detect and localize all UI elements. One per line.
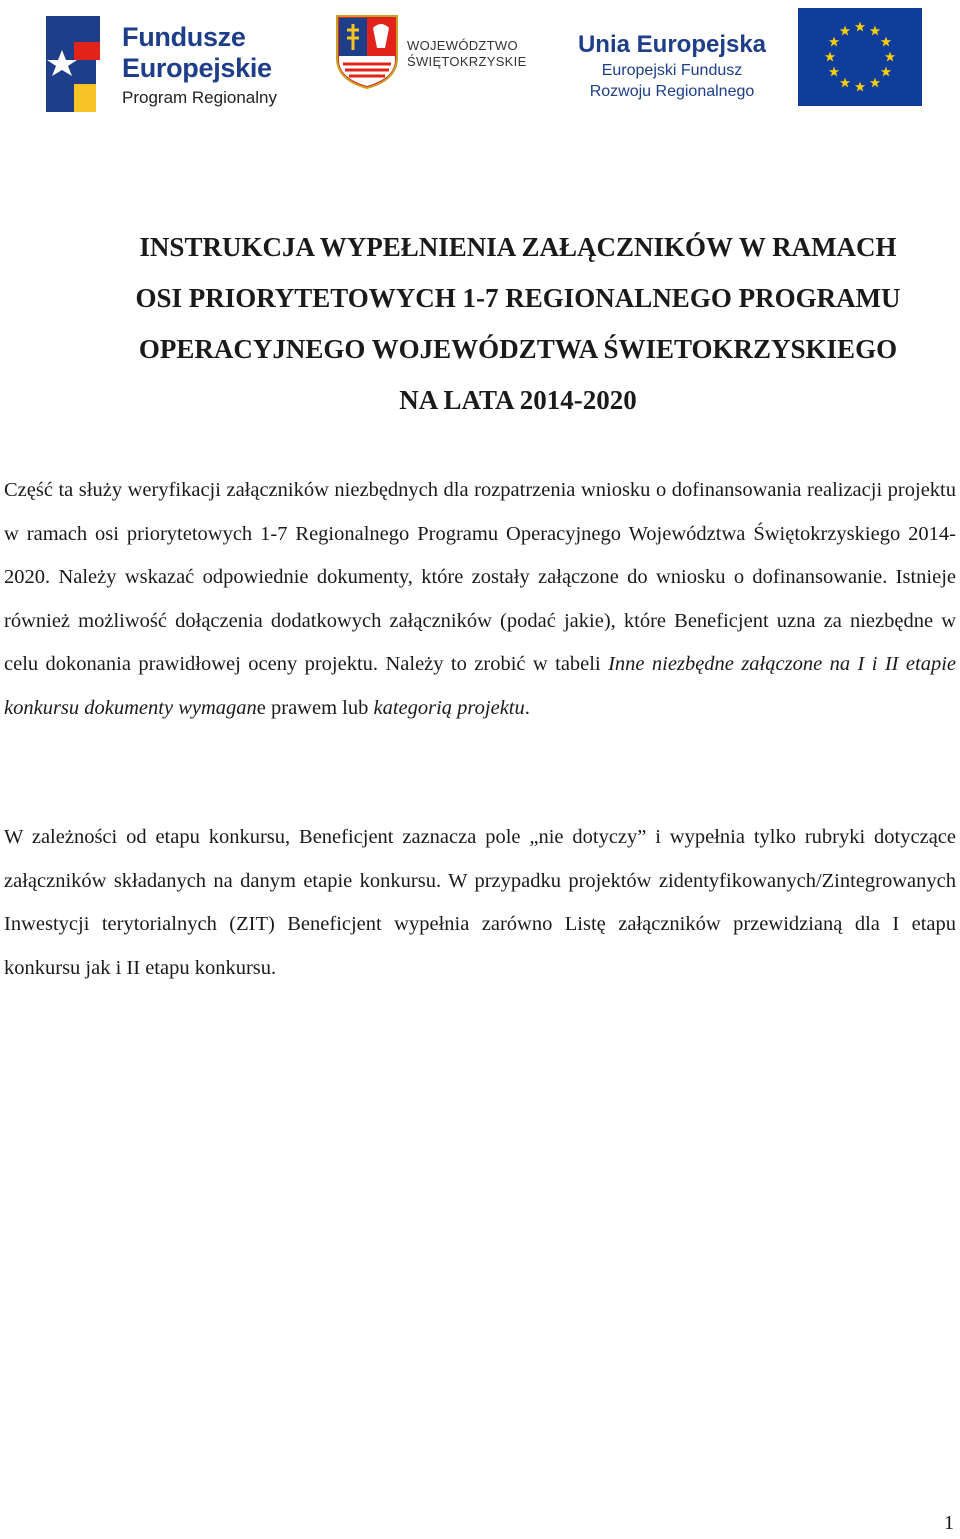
fe-logo-line1: Fundusze xyxy=(122,22,246,52)
instruction-paragraph-2: W zależności od etapu konkursu, Beneficjent zaznacza pole „nie dotyczy” i wypełnia tylko rubryki dotyczące załączników składanych na danym etapie konkursu. W przypadku projektów zidentyfikowanych/Zintegrowanych Inwestycji terytorialnych (ZIT) Beneficjent wypełnia zarówno Listę załączników przewidzianą dla I etapu konkursu jak i II etapu konkursu. xyxy=(4,826,956,979)
unia-europejska-logo xyxy=(562,8,937,118)
paragraph1-italic2: kategorią projektu xyxy=(373,696,525,719)
fe-logo-text xyxy=(122,22,277,108)
logo-bar xyxy=(0,0,960,130)
coat-of-arms-icon xyxy=(335,14,399,90)
fe-logo-line2: Europejskie xyxy=(122,53,272,83)
sw-logo-line1: WOJEWÓDZTWO xyxy=(407,38,518,53)
paragraph1-text2: e prawem lub xyxy=(256,696,374,719)
fundusze-europejskie-logo xyxy=(40,8,320,118)
document-title xyxy=(40,222,960,426)
ue-logo-text xyxy=(562,30,782,102)
instruction-paragraph-1 xyxy=(4,469,956,730)
sw-logo-line2: ŚWIĘTOKRZYSKIE xyxy=(407,54,527,69)
ue-logo-line3: Rozwoju Regionalnego xyxy=(589,83,755,100)
paragraph1-italic1: Inne niezbędne załączone na I i II etapie konkursu dokumenty wymagan xyxy=(4,653,956,719)
paragraph1-text1: Część ta służy weryfikacji załączników niezbędnych dla rozpatrzenia wniosku o dofinansowania realizacji projektu w ramach osi priorytetowych 1-7 Regionalnego Programu Operacyjnego Województwa Świętokrzyskiego 2014-2020. Należy wskazać odpowiednie dokumenty, które zostały załączone do wniosku o dofinansowanie. Istnieje również możliwość dołączenia dodatkowych załączników (podać jakie), które Beneficjent uzna za niezbędne w celu dokonania prawidłowej oceny projektu. Należy to zrobić w tabeli xyxy=(4,479,956,675)
fe-star-emblem-icon xyxy=(40,8,112,118)
page-number: 1 xyxy=(944,1512,954,1534)
fe-logo-line3: Program Regionalny xyxy=(122,88,277,107)
eu-flag-icon xyxy=(798,8,922,106)
ue-logo-line2: Europejski Fundusz xyxy=(601,62,743,79)
wojewodztwo-swietokrzyskie-logo xyxy=(335,8,535,108)
ue-logo-line1: Unia Europejska xyxy=(577,31,767,58)
title-line1: INSTRUKCJA WYPEŁNIENIA ZAŁĄCZNIKÓW W RAMACH xyxy=(139,232,897,262)
title-line4: NA LATA 2014-2020 xyxy=(399,385,637,415)
swietokrzyskie-logo-text xyxy=(407,38,527,70)
paragraph1-text3: . xyxy=(524,696,530,719)
title-line3: OPERACYJNEGO WOJEWÓDZTWA ŚWIETOKRZYSKIEGO xyxy=(138,334,898,364)
title-line2: OSI PRIORYTETOWYCH 1-7 REGIONALNEGO PROGRAMU xyxy=(135,283,901,313)
